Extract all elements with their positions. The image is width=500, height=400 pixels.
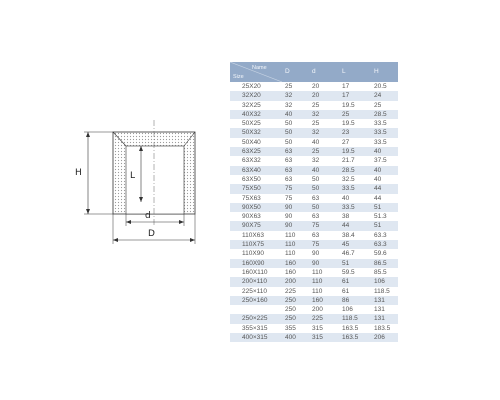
cell-outer-diameter: 225 [282,287,309,296]
header-height: H [368,62,398,82]
cell-length: 163.5 [336,324,368,333]
d-inner-label: d [145,211,151,221]
cell-inner-diameter: 32 [309,128,336,137]
cell-outer-diameter: 110 [282,240,309,249]
dimension-d-outer [113,214,195,244]
cell-inner-diameter: 110 [309,277,336,286]
table-row [230,296,398,305]
table-row [230,184,398,193]
cell-height: 33.5 [368,138,398,147]
cell-height: 44 [368,184,398,193]
cell-height: 106 [368,277,398,286]
cell-inner-diameter: 90 [309,249,336,258]
table-row [230,259,398,268]
cell-length: 28.5 [336,166,368,175]
cell-height: 33.5 [368,119,398,128]
cell-outer-diameter: 50 [282,128,309,137]
header-length: L [336,62,368,82]
table-body [230,82,398,342]
d-outer-label: D [148,229,155,239]
table-row [230,314,398,323]
table-row [230,268,398,277]
cell-height: 63.3 [368,240,398,249]
cell-inner-diameter: 160 [309,296,336,305]
cell-size: 160X110 [230,268,282,277]
cell-size: 50X32 [230,128,282,137]
cell-height: 59.6 [368,249,398,258]
table-row [230,194,398,203]
header-size-name [230,62,282,82]
cell-size: 110X63 [230,231,282,240]
cell-inner-diameter: 315 [309,333,336,342]
cell-size: 40X32 [230,110,282,119]
cell-outer-diameter: 40 [282,110,309,119]
cell-inner-diameter: 63 [309,212,336,221]
header-outer-diameter: D [282,62,309,82]
cell-outer-diameter: 160 [282,268,309,277]
cell-size: 250×160 [230,296,282,305]
table-row [230,240,398,249]
table-row [230,333,398,342]
header-inner-diameter: d [309,62,336,82]
cell-length: 45 [336,240,368,249]
spec-table [230,62,398,342]
table-header-row [230,62,398,82]
cell-outer-diameter: 355 [282,324,309,333]
cell-outer-diameter: 50 [282,119,309,128]
cell-size: 75X50 [230,184,282,193]
cell-outer-diameter: 90 [282,212,309,221]
cell-size: 50X40 [230,138,282,147]
cell-height: 40 [368,147,398,156]
cell-size: 50X25 [230,119,282,128]
table-row [230,91,398,100]
cell-inner-diameter: 200 [309,305,336,314]
cell-outer-diameter: 400 [282,333,309,342]
cell-size: 355×315 [230,324,282,333]
cell-height: 24 [368,91,398,100]
cell-length: 38 [336,212,368,221]
table-row [230,147,398,156]
dimension-h [75,132,113,214]
cell-outer-diameter: 90 [282,203,309,212]
cell-height: 37.5 [368,156,398,165]
cell-size: 90X75 [230,221,282,230]
cell-outer-diameter: 75 [282,194,309,203]
h-label: H [75,168,82,178]
cell-size: 63X25 [230,147,282,156]
cell-inner-diameter: 32 [309,110,336,119]
cell-outer-diameter: 32 [282,91,309,100]
cell-length: 86 [336,296,368,305]
table-row [230,101,398,110]
cell-length: 106 [336,305,368,314]
table-row [230,175,398,184]
cell-height: 131 [368,314,398,323]
cell-inner-diameter: 32 [309,156,336,165]
cell-outer-diameter: 63 [282,147,309,156]
cell-length: 33.5 [336,184,368,193]
cell-inner-diameter: 225 [309,314,336,323]
cell-height: 33.5 [368,128,398,137]
cell-length: 17 [336,82,368,91]
cell-inner-diameter: 315 [309,324,336,333]
cell-height: 44 [368,194,398,203]
table-row [230,305,398,314]
cell-outer-diameter: 250 [282,296,309,305]
cell-size: 400×315 [230,333,282,342]
cell-size: 32X20 [230,91,282,100]
technical-drawing [0,0,220,400]
table-row [230,324,398,333]
cell-inner-diameter: 110 [309,268,336,277]
cell-outer-diameter: 160 [282,259,309,268]
cell-length: 19.5 [336,119,368,128]
table-row [230,110,398,119]
table-row [230,203,398,212]
cell-height: 51 [368,203,398,212]
cell-length: 25 [336,110,368,119]
table-row [230,287,398,296]
cell-inner-diameter: 50 [309,184,336,193]
cell-size: 32X25 [230,101,282,110]
cell-inner-diameter: 75 [309,240,336,249]
table-row [230,128,398,137]
cell-outer-diameter: 75 [282,184,309,193]
cell-size: 160X90 [230,259,282,268]
cell-size: 90X63 [230,212,282,221]
cell-height: 206 [368,333,398,342]
table-row [230,82,398,91]
cell-length: 17 [336,91,368,100]
cell-length: 61 [336,277,368,286]
cell-size: 110X75 [230,240,282,249]
cell-height: 63.3 [368,231,398,240]
cell-outer-diameter: 63 [282,175,309,184]
cell-outer-diameter: 63 [282,166,309,175]
cell-inner-diameter: 110 [309,287,336,296]
cell-length: 46.7 [336,249,368,258]
cell-length: 40 [336,194,368,203]
cell-height: 183.5 [368,324,398,333]
cell-outer-diameter: 90 [282,221,309,230]
cell-size: 250×225 [230,314,282,323]
cell-height: 40 [368,166,398,175]
cell-inner-diameter: 63 [309,194,336,203]
cell-height: 20.5 [368,82,398,91]
cell-size: 90X50 [230,203,282,212]
cell-size: 25X20 [230,82,282,91]
cell-size: 63X32 [230,156,282,165]
cell-size: 63X40 [230,166,282,175]
cell-length: 19.5 [336,101,368,110]
cell-outer-diameter: 110 [282,231,309,240]
table-row [230,212,398,221]
cell-inner-diameter: 25 [309,119,336,128]
cell-inner-diameter: 63 [309,231,336,240]
cell-length: 33.5 [336,203,368,212]
table-row [230,277,398,286]
cell-outer-diameter: 250 [282,305,309,314]
header-name: Name [252,65,267,71]
table-row [230,249,398,258]
cell-size: 63X50 [230,175,282,184]
cell-inner-diameter: 25 [309,147,336,156]
cell-size [230,305,282,314]
cell-outer-diameter: 110 [282,249,309,258]
spec-table-container [230,62,398,342]
cell-inner-diameter: 40 [309,166,336,175]
cell-outer-diameter: 63 [282,156,309,165]
cell-height: 131 [368,296,398,305]
table-row [230,156,398,165]
table-row [230,231,398,240]
cell-inner-diameter: 40 [309,138,336,147]
cell-height: 51 [368,221,398,230]
cell-length: 38.4 [336,231,368,240]
cell-inner-diameter: 20 [309,91,336,100]
cell-size: 225×110 [230,287,282,296]
cell-length: 21.7 [336,156,368,165]
cell-height: 118.5 [368,287,398,296]
cell-height: 86.5 [368,259,398,268]
cell-inner-diameter: 50 [309,203,336,212]
cell-outer-diameter: 25 [282,82,309,91]
cell-length: 19.5 [336,147,368,156]
cell-height: 28.5 [368,110,398,119]
cell-length: 59.5 [336,268,368,277]
cell-length: 27 [336,138,368,147]
cell-outer-diameter: 32 [282,101,309,110]
table-row [230,119,398,128]
cell-height: 51.3 [368,212,398,221]
cell-length: 118.5 [336,314,368,323]
cell-length: 44 [336,221,368,230]
table-row [230,138,398,147]
cell-inner-diameter: 25 [309,101,336,110]
cell-size: 110X90 [230,249,282,258]
cell-outer-diameter: 250 [282,314,309,323]
cell-length: 32.5 [336,175,368,184]
header-size: Size [233,74,244,80]
cell-height: 131 [368,305,398,314]
table-row [230,166,398,175]
cell-inner-diameter: 50 [309,175,336,184]
cell-size: 75X63 [230,194,282,203]
cell-height: 40 [368,175,398,184]
l-label: L [130,171,136,181]
cell-length: 61 [336,287,368,296]
coupling-section [113,120,195,225]
cell-size: 200×110 [230,277,282,286]
cell-inner-diameter: 75 [309,221,336,230]
cell-inner-diameter: 20 [309,82,336,91]
table-row [230,221,398,230]
cell-height: 25 [368,101,398,110]
cell-height: 85.5 [368,268,398,277]
cell-outer-diameter: 50 [282,138,309,147]
cell-length: 163.5 [336,333,368,342]
cell-length: 23 [336,128,368,137]
cell-length: 51 [336,259,368,268]
cell-inner-diameter: 90 [309,259,336,268]
cell-outer-diameter: 200 [282,277,309,286]
